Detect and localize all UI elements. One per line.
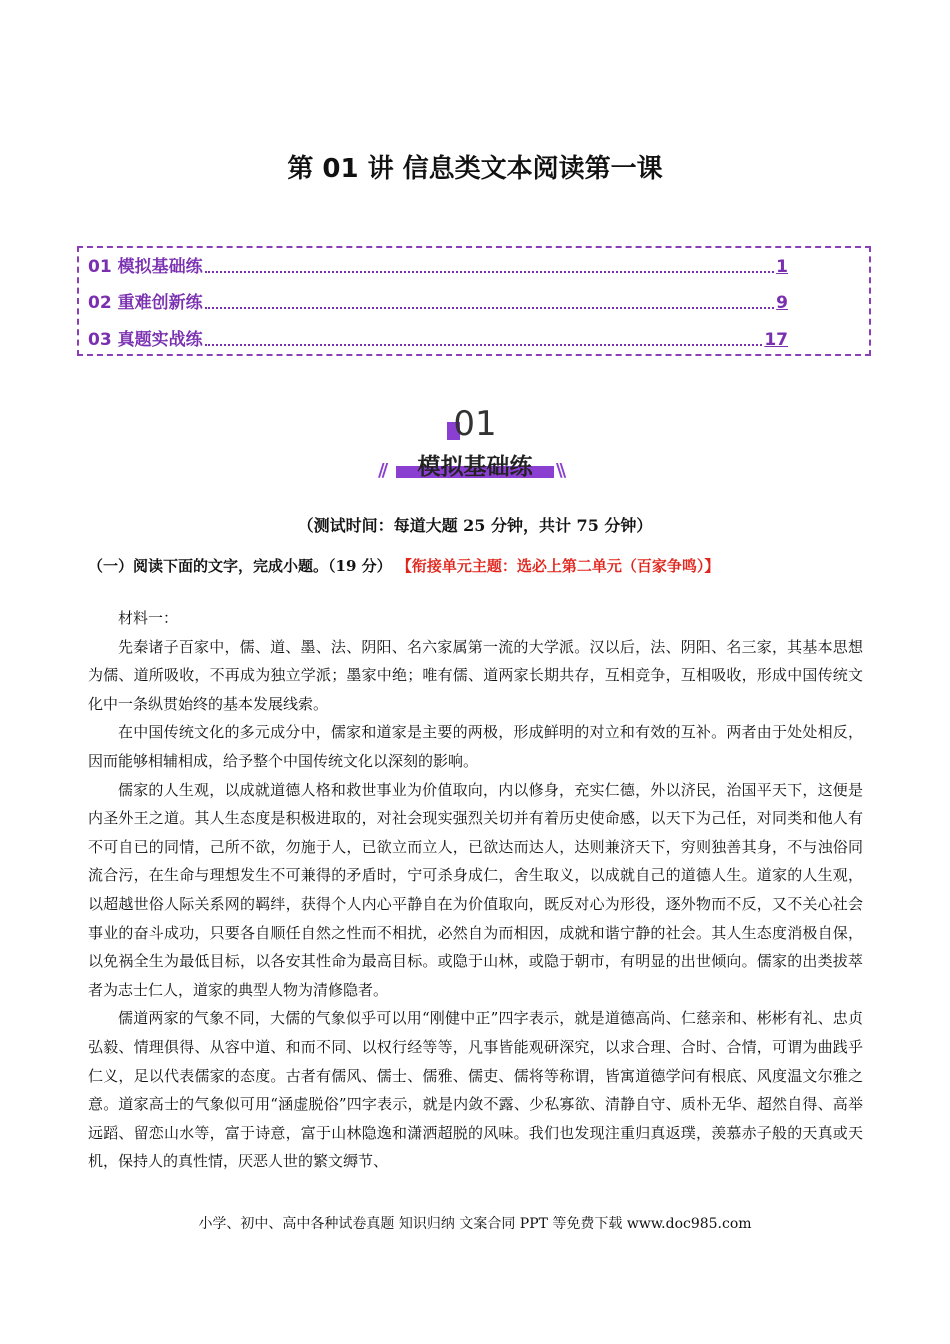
- slash-decoration-left: //: [378, 460, 386, 481]
- toc-item-label: 01 模拟基础练: [88, 257, 203, 277]
- toc-page-number[interactable]: 17: [764, 330, 788, 350]
- toc-leader: [205, 271, 775, 273]
- passage-paragraph: 先秦诸子百家中，儒、道、墨、法、阴阳、名六家属第一流的大学派。汉以后，法、阴阳、名三家，其基本思想为儒、道所吸收，不再成为独立学派；墨家中绝；唯有儒、道两家长期共存，互相竞争，互相吸收，形成中国传统文化中一条纵贯始终的基本发展线索。: [88, 637, 863, 713]
- question-heading: [88, 555, 719, 576]
- passage-heading: 材料一：: [118, 609, 179, 627]
- unit-theme-tag: 【衔接单元主题：选必上第二单元（百家争鸣）】: [396, 557, 720, 575]
- test-timing: （测试时间：每道大题 25 分钟，共计 75 分钟）: [297, 516, 653, 535]
- passage-paragraph: 在中国传统文化的多元成分中，儒家和道家是主要的两极，形成鲜明的对立和有效的互补。两者由于处处相反，因而能够相辅相成，给予整个中国传统文化以深刻的影响。: [88, 723, 863, 770]
- page-title: 第 01 讲 信息类文本阅读第一课: [287, 154, 663, 184]
- passage-paragraph: 儒道两家的气象不同，大儒的气象似乎可以用“刚健中正”四字表示，就是道德高尚、仁慈亲和、彬彬有礼、忠贞弘毅、情理俱得、从容中道、和而不同、以权行经等等，凡事皆能观研深究，以求合理、合时、合情，可谓为曲践乎仁义，足以代表儒家的态度。古者有儒风、儒士、儒雅、儒吏、儒将等称谓，皆寓道德学问有根底、风度温文尔雅之意。道家高士的气象似可用“涵虚脱俗”四字表示，就是内敛不露、少私寡欲、清静自守、质朴无华、超然自得、高举远蹈、留恋山水等，富于诗意，富于山林隐逸和潇洒超脱的风味。我们也发现注重归真返璞，羡慕赤子般的天真或天机，保持人的真性情，厌恶人世的繁文缛节、: [88, 1009, 863, 1171]
- passage-paragraph: 儒家的人生观，以成就道德人格和救世事业为价值取向，内以修身，充实仁德，外以济民，治国平天下，这便是内圣外王之道。其人生态度是积极进取的，对社会现实强烈关切并有着历史使命感，以天下为己任，对同类和他人有不可自已的同情，己所不欲，勿施于人，已欲立而立人，已欲达而达人，达则兼济天下，穷则独善其身，不与浊俗同流合污，在生命与理想发生不可兼得的矛盾时，宁可杀身成仁，舍生取义，以成就自己的道德人生。道家的人生观，以超越世俗人际关系网的羁绊，获得个人内心平静自在为价值取向，既反对心为形役，逐外物而不反，又不关心社会事业的奋斗成功，只要各自顺任自然之性而不相扰，必然自为而相因，成就和谐宁静的社会。其人生态度消极自保，以免祸全生为最低目标，以各安其性命为最高目标。或隐于山林，或隐于朝市，有明显的出世倾向。儒家的出类拔萃者为志士仁人，道家的典型人物为清修隐者。: [88, 780, 863, 999]
- toc-item-2[interactable]: [88, 288, 788, 313]
- toc-item-label: 03 真题实战练: [88, 330, 203, 350]
- section-title: 模拟基础练: [417, 454, 533, 480]
- page-footer: 小学、初中、高中各种试卷真题 知识归纳 文案合同 PPT 等免费下载 www.doc985.com: [198, 1216, 752, 1232]
- toc-item-label: 02 重难创新练: [88, 293, 203, 313]
- toc-leader: [205, 307, 775, 309]
- toc-item-3[interactable]: [88, 325, 788, 350]
- question-instruction: （一）阅读下面的文字，完成小题。（19 分）: [88, 557, 392, 575]
- table-of-contents: [77, 246, 871, 356]
- toc-item-1[interactable]: [88, 252, 788, 277]
- toc-page-number[interactable]: 1: [776, 257, 788, 277]
- section-number: 01: [453, 404, 497, 444]
- slash-decoration-right: \\: [556, 460, 564, 481]
- toc-leader: [205, 344, 763, 346]
- reading-passage: [88, 604, 863, 1176]
- toc-page-number[interactable]: 9: [776, 293, 788, 313]
